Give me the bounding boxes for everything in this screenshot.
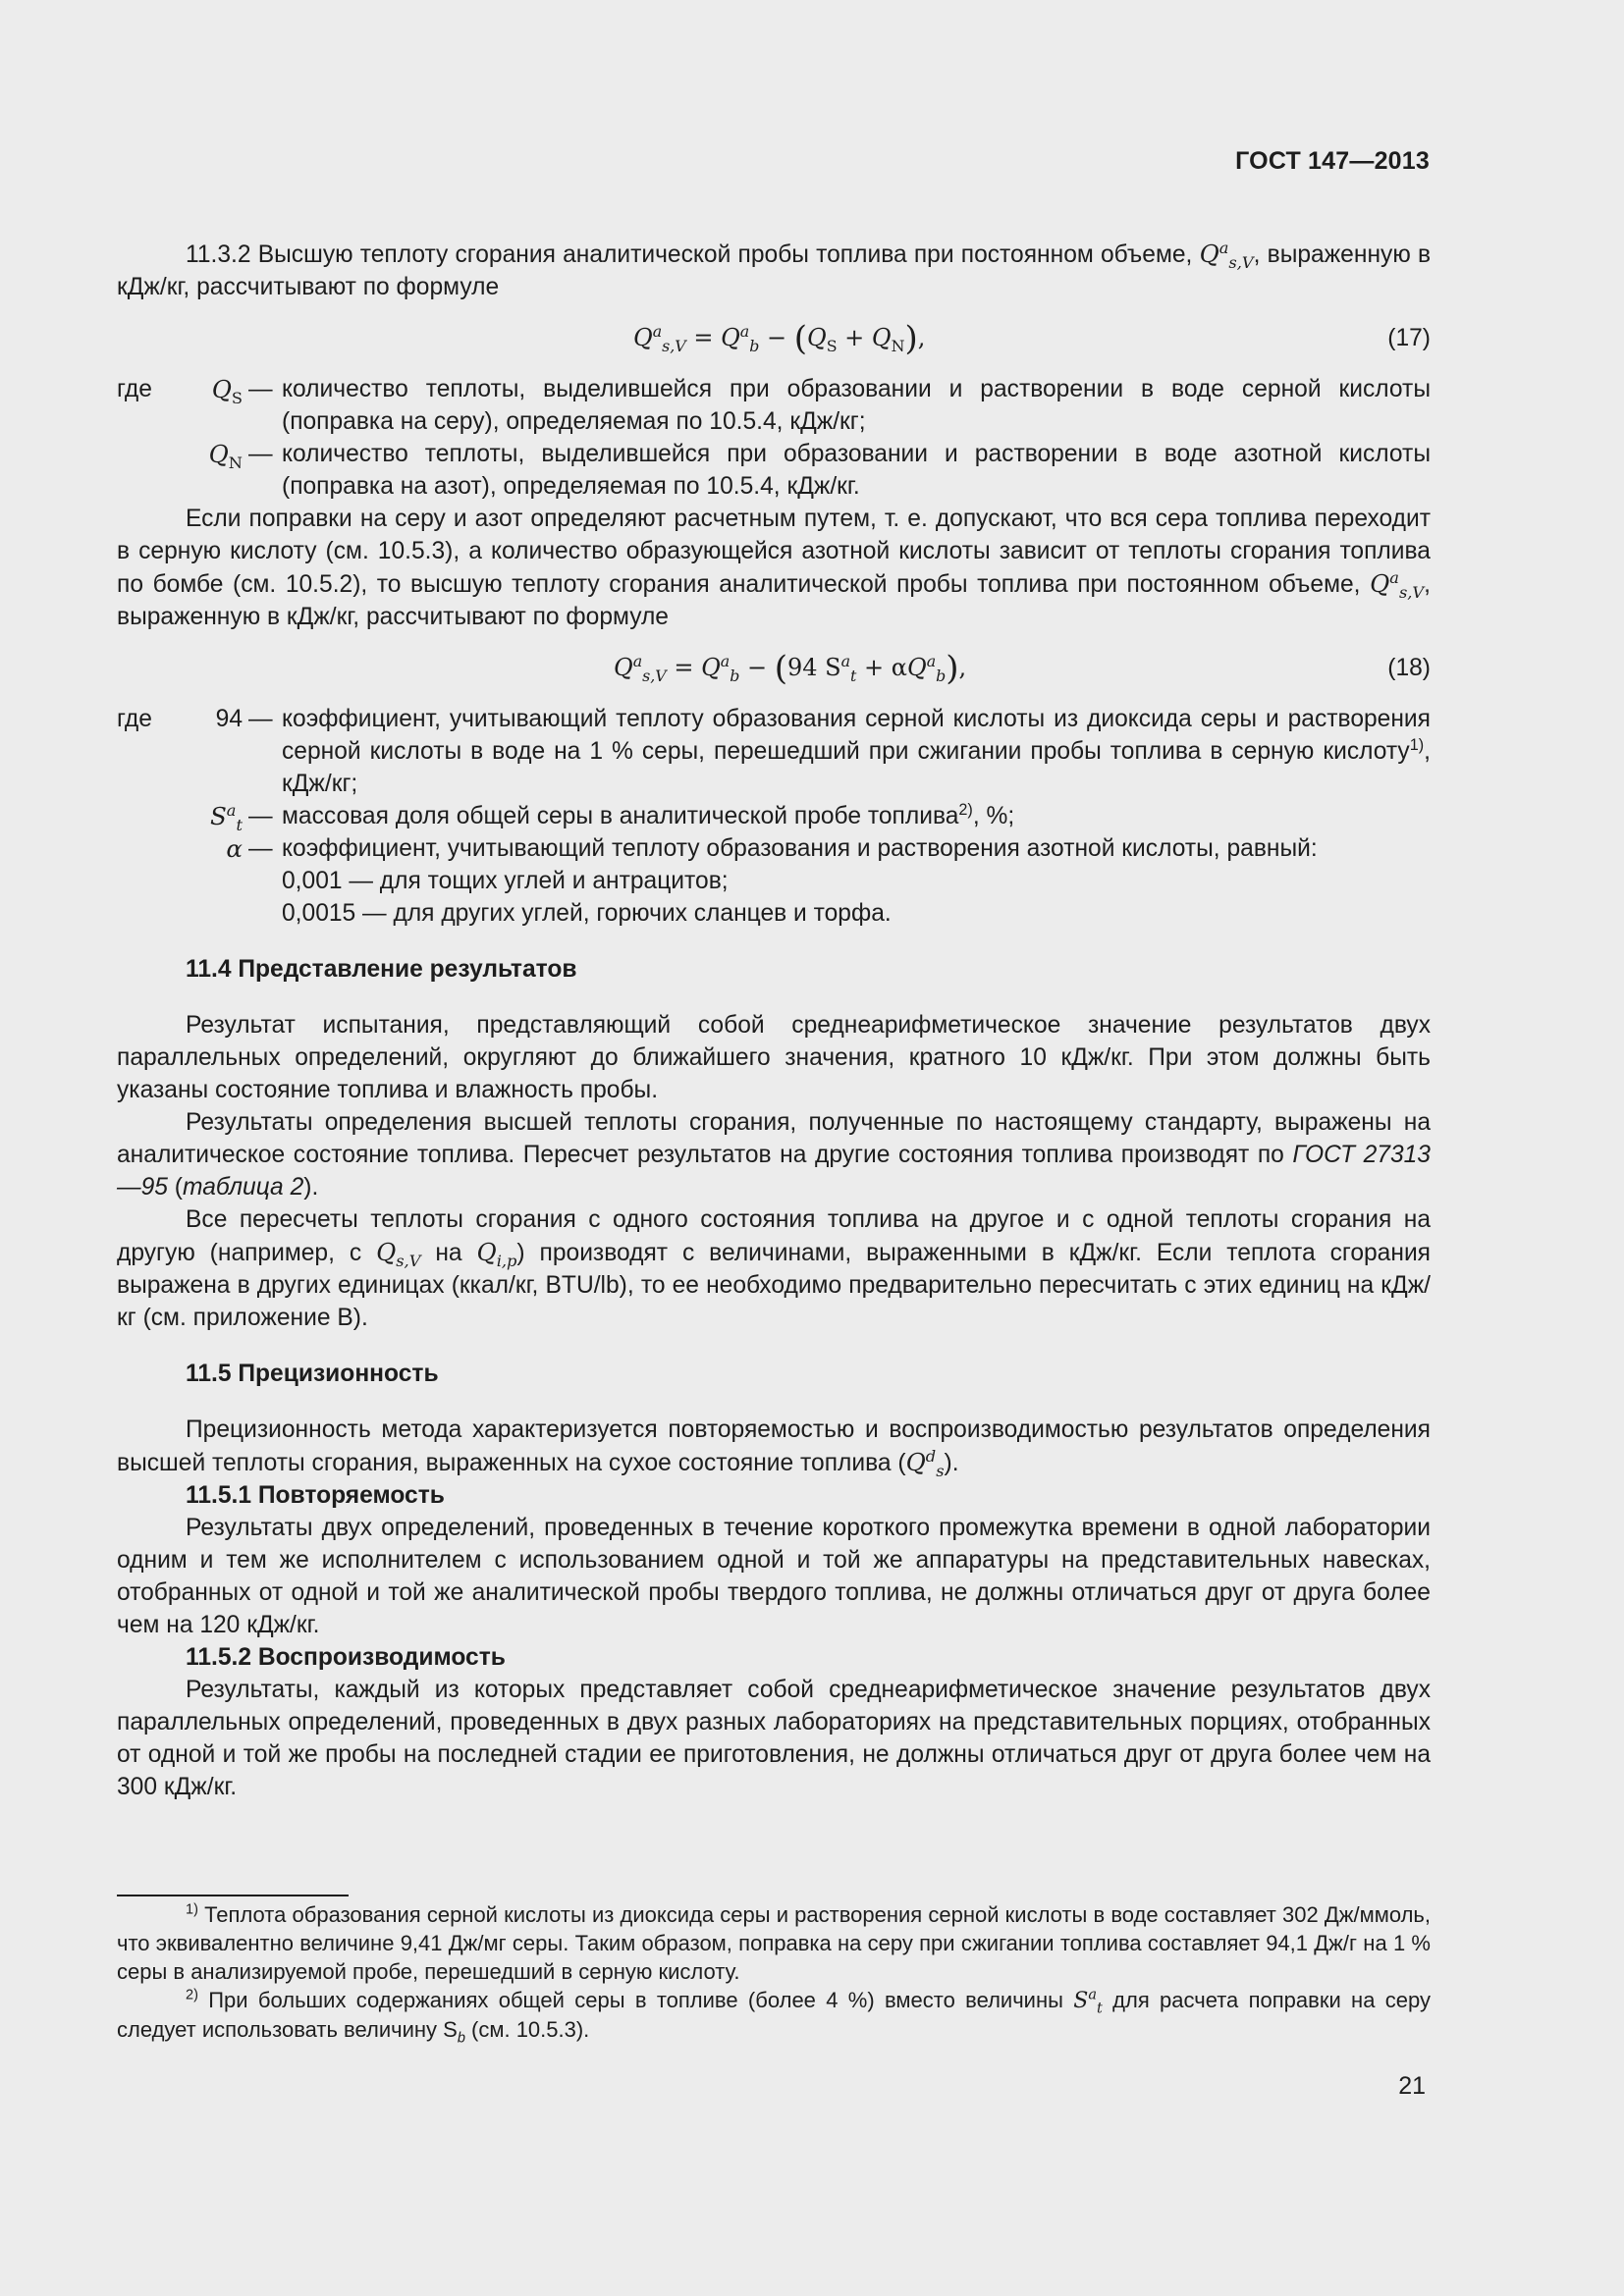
definition-qs: где $Q_S$ — количество теплоты, выделившейся при образовании и растворении в воде серной кислоты (поправка на серу), определяемая по 10.5.4, кДж/кг; — [117, 375, 1431, 435]
equation-number-17: (17) — [1387, 325, 1431, 351]
section-title-11-4: 11.4 Представление результатов — [186, 956, 577, 983]
alpha-value-2: 0,0015 — для других углей, горючих сланцев и торфа. — [282, 900, 892, 927]
definition-st: $S^a_t$ — массовая доля общей серы в аналитической пробе топлива$^{2)}$, %; — [117, 800, 1431, 832]
section-title-11-5: 11.5 Прецизионность — [186, 1361, 439, 1387]
footnote-2: $^{2)}$ При больших содержаниях общей серы в топливе (более 4 %) вместо величины $S^a_t$ для расчета поправки на серу следует использовать величину $S_b$ (см. 10.5.3). — [117, 1987, 1431, 2047]
page-number: 21 — [1398, 2072, 1426, 2100]
footnote-ref-2: 2) — [958, 800, 973, 819]
footnote-ref-1: 1) — [1409, 735, 1425, 754]
paragraph-11-5-1: Результаты двух определений, проведенных в течение короткого промежутка времени в одной лаборатории одним и тем же исполнителем с использованием одной и той же аппаратуры на представительных навесках, отобранных от одной и той же аналитической пробы твердого топлива, не должны отличаться друг от друга более чем на 120 кДж/кг. — [117, 1515, 1431, 1638]
footnotes — [117, 1895, 1431, 2047]
paragraph-11-5: Прецизионность метода характеризуется повторяемостью и воспроизводимостью результатов определения высшей теплоты сгорания, выраженных на сухое состояние топлива $(Q^d_s)$. — [117, 1416, 1431, 1480]
symbol-q-ip: $Q_{i,p}$ — [476, 1238, 517, 1270]
symbol-qs: $Q_S$ — [211, 375, 243, 407]
symbol-st: $S^a_t$ — [209, 800, 243, 834]
formula-18-expression: $Q^a_{s,V} = Q^a_b - (94$ $S^a_t + \alpha Q^a_b$), — [614, 649, 967, 688]
section-title-11-5-1: 11.5.1 Повторяемость — [186, 1482, 445, 1509]
section-title-11-5-2: 11.5.2 Воспроизводимость — [186, 1644, 506, 1671]
reference-gost: ГОСТ 27313—95 — [117, 1142, 1431, 1201]
paragraph-11-3-2: 11.3.2 Высшую теплоту сгорания аналитической пробы топлива при постоянном объеме, $Q^a_{s,V}$, выраженную в кДж/кг, рассчитывают по формуле — [117, 238, 1432, 300]
symbol-q-sv-3: $Q_{s,V}$ — [376, 1238, 421, 1270]
formula-18 — [117, 640, 1431, 697]
symbol-q-sv: $Q^a_{s,V}$ — [1199, 238, 1254, 272]
document-code: ГОСТ 147—2013 — [1235, 147, 1430, 175]
symbol-q-sd: $Q^d_s$ — [905, 1446, 945, 1480]
definition-alpha: α — коэффициент, учитывающий теплоту образования и растворения азотной кислоты, равный: — [226, 834, 1318, 863]
alpha-value-1: 0,001 — для тощих углей и антрацитов; — [282, 868, 729, 894]
definitions-18 — [117, 703, 1431, 930]
paragraph-11-4-1: Результат испытания, представляющий собой среднеарифметическое значение результатов двух параллельных определений, округляют до ближайшего значения, кратного 10 кДж/кг. При этом должны быть указаны состояние топлива и влажность пробы. — [117, 1012, 1431, 1103]
definition-qn: $Q_N$ — количество теплоты, выделившейся при образовании и растворении в воде азотной кислоты (поправка на азот), определяемая по 10.5.4, кДж/кг. — [117, 438, 1431, 503]
paragraph-11-4-2: Результаты определения высшей теплоты сгорания, полученные по настоящему стандарту, выражены на аналитическое состояние топлива. Пересчет результатов на другие состояния топлива производят по ГОСТ 27313—95 (таблица 2). — [117, 1109, 1431, 1201]
reference-table: таблица 2 — [182, 1174, 304, 1201]
equation-number-18: (18) — [1387, 655, 1431, 681]
footnote-1: $^{1)}$ Теплота образования серной кислоты из диоксида серы и растворения серной кислоты в воде составляет 302 Дж/ммоль, что эквивалентно величине 9,41 Дж/мг серы. Таким образом, поправка на серу при сжигании топлива составляет 94,1 Дж/г на 1 % серы в анализируемой пробе, перешедший в серную кислоту. — [117, 1901, 1431, 1984]
definitions-17 — [117, 373, 1431, 503]
symbol-sb: $S_b$ — [443, 2017, 465, 2047]
definition-94: где 94 — коэффициент, учитывающий теплоту образования серной кислоты из диоксида серы и растворения серной кислоты в воде на 1 % серы, перешедший при сжигании пробы топлива в серную кислоту$^{1)}$, кДж/кг; — [117, 706, 1431, 797]
footnote-rule — [117, 1895, 349, 1896]
formula-17-expression: $Q^a_{s,V} = Q^a_b - (Q_S + Q_N)$, — [633, 319, 926, 358]
paragraph-estimate: Если поправки на серу и азот определяют расчетным путем, т. е. допускают, что вся сера топлива переходит в серную кислоту (см. 10.5.3), а количество образующейся азотной кислоты зависит от теплоты сгорания топлива по бомбе (см. 10.5.2), то высшую теплоту сгорания аналитической пробы топлива при постоянном объеме, $Q^a_{s,V}$, выраженную в кДж/кг, рассчитывают по формуле — [117, 506, 1431, 630]
symbol-st-fn: $S^a_t$ — [1073, 1987, 1103, 2017]
symbol-qn: $Q_N$ — [208, 440, 243, 472]
symbol-q-sv-2: $Q^a_{s,V}$ — [1370, 567, 1425, 602]
paragraph-11-4-3: Все пересчеты теплоты сгорания с одного состояния топлива на другое и с одной теплоты сгорания на другую (например, с $Q_{s,V}$ на $Q_{i,p}$) производят с величинами, выраженными в кДж/кг. Если теплота сгорания выражена в других единицах (ккал/кг, BTU/lb), то ее необходимо предварительно пересчитать с этих единиц на кДж/кг (см. приложение В). — [117, 1206, 1431, 1331]
formula-17 — [117, 310, 1431, 367]
page-content — [117, 238, 1431, 1803]
paragraph-11-5-2: Результаты, каждый из которых представляет собой среднеарифметическое значение результатов двух параллельных определений, проведенных в двух разных лабораториях на представительных порциях, отобранных от одной и той же пробы на последней стадии ее приготовления, не должны отличаться друг от друга более чем на 300 кДж/кг. — [117, 1677, 1431, 1800]
